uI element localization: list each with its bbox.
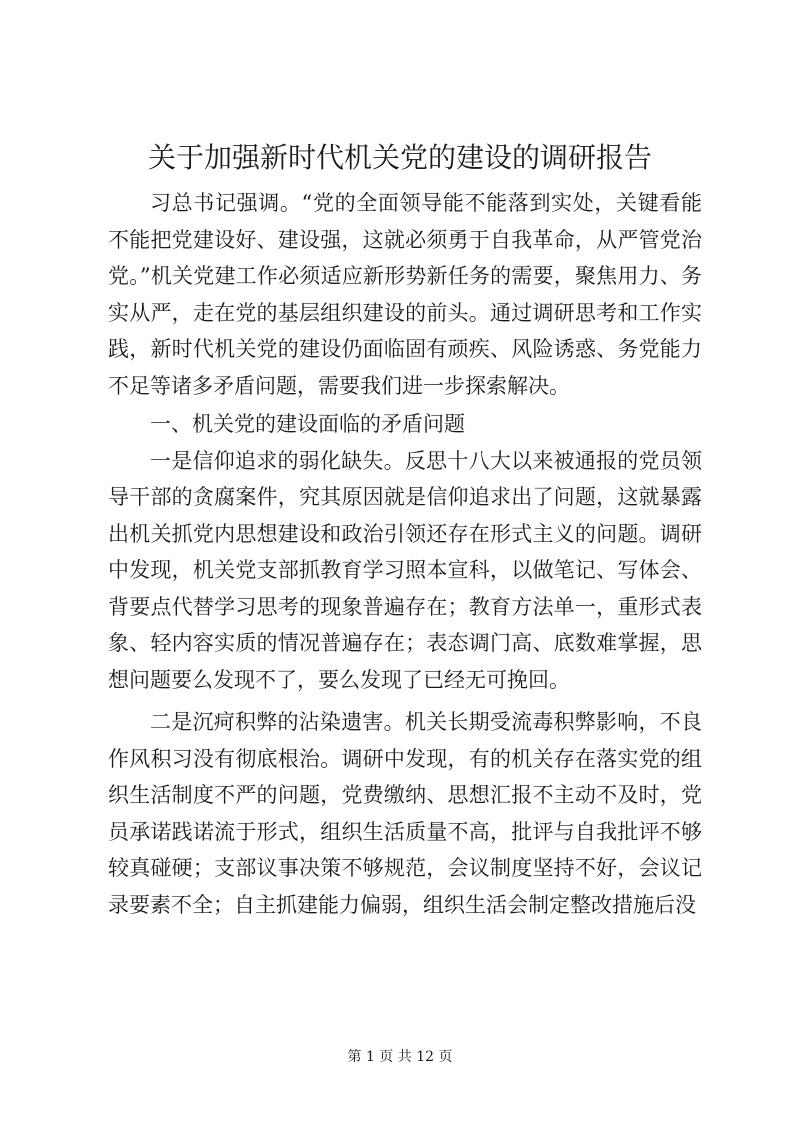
paragraph-point-1: 一是信仰追求的弱化缺失。反思十八大以来被通报的党员领导干部的贪腐案件，究其原因就是信仰追求出了问题，这就暴露出机关抓党内思想建设和政治引领还存在形式主义的问题。调研中发现，机关党支部抓教育学习照本宣科，以做笔记、写体会、背要点代替学习思考的现象普遍存在；教育方法单一，重形式表象、轻内容实质的情况普遍存在；表态调门高、底数难掌握，思想问题要么发现不了，要么发现了已经无可挽回。 [108, 448, 702, 692]
section-heading-1: 一、机关党的建设面临的矛盾问题 [150, 412, 465, 436]
paragraph-point-2: 二是沉疴积弊的沾染遗害。机关长期受流毒积弊影响，不良作风积习没有彻底根治。调研中发现，有的机关存在落实党的组织生活制度不严的问题，党费缴纳、思想汇报不主动不及时，党员承诺践诺流于形式，组织生活质量不高，批评与自我批评不够较真碰硬；支部议事决策不够规范，会议制度坚持不好，会议记录要素不全；自主抓建能力偏弱，组织生活会制定整改措施后没 [108, 710, 702, 917]
paragraph-intro: 习总书记强调。“党的全面领导能不能落到实处，关键看能不能把党建设好、建设强，这就必须勇于自我革命，从严管党治党。”机关党建工作必须适应新形势新任务的需要，聚焦用力、务实从严，走在党的基层组织建设的前头。通过调研思考和工作实践，新时代机关党的建设仍面临固有顽疾、风险诱惑、务党能力不足等诸多矛盾问题，需要我们进一步探索解决。 [108, 191, 702, 398]
document-title: 关于加强新时代机关党的建设的调研报告 [147, 141, 652, 174]
document-body [108, 185, 702, 923]
page-footer: 第 1 页 共 12 页 [347, 1049, 453, 1065]
